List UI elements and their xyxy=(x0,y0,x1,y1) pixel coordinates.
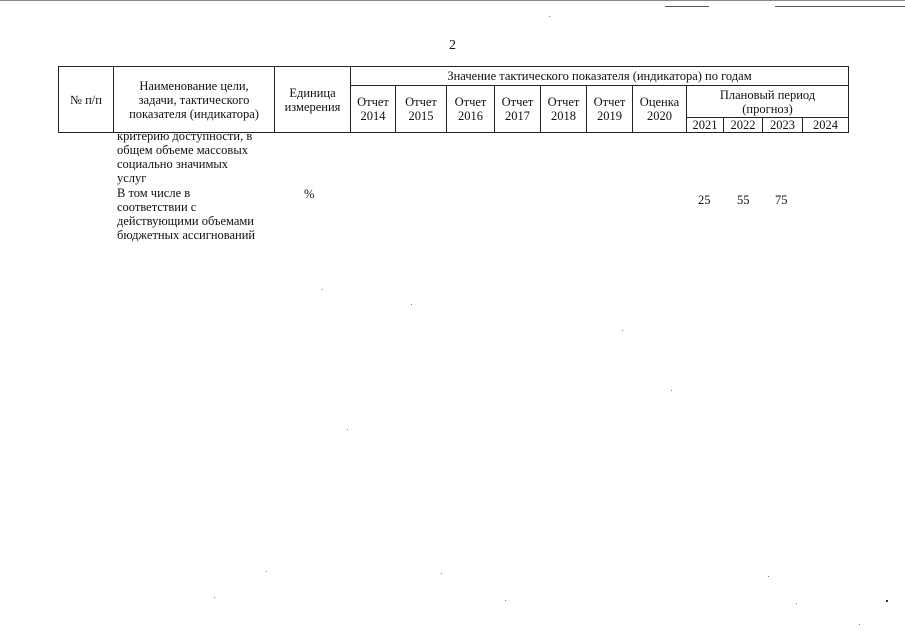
scan-speck xyxy=(622,330,623,331)
scan-speck xyxy=(441,573,442,574)
top-rule xyxy=(0,0,905,1)
header-name: Наименование цели, задачи, тактического показателя (индикатора) xyxy=(114,67,275,132)
scan-speck xyxy=(886,600,888,602)
scan-speck xyxy=(505,600,506,601)
header-plan-2023: 2023 xyxy=(763,118,803,132)
header-unit: Единица измерения xyxy=(275,67,351,132)
table-header xyxy=(58,66,849,133)
scan-speck xyxy=(549,16,550,17)
header-year-2017: Отчет 2017 xyxy=(495,86,541,132)
scan-speck xyxy=(768,576,769,577)
header-year-2015: Отчет 2015 xyxy=(396,86,447,132)
continued-indicator-text: критерию доступности, в общем объеме массовых социально значимых услуг xyxy=(117,129,253,185)
header-plan-2024: 2024 xyxy=(813,118,838,132)
scan-speck xyxy=(411,304,412,305)
page-number: 2 xyxy=(449,38,456,53)
scan-speck xyxy=(322,289,323,290)
corner-rule-right xyxy=(775,6,905,7)
corner-rule-left xyxy=(665,6,709,7)
scan-speck xyxy=(214,597,215,598)
row-name: В том числе в соответствии с действующими объемами бюджетных ассигнований xyxy=(117,186,256,242)
header-year-2020: Оценка 2020 xyxy=(633,86,687,132)
scan-speck xyxy=(671,390,672,391)
header-year-2018: Отчет 2018 xyxy=(541,86,587,132)
row-value-2021: 25 xyxy=(698,193,711,207)
scan-speck xyxy=(266,571,267,572)
header-year-2014: Отчет 2014 xyxy=(351,86,396,132)
row-value-2022: 55 xyxy=(737,193,750,207)
scan-speck xyxy=(347,429,348,430)
header-num: № п/п xyxy=(59,67,114,132)
header-year-2016: Отчет 2016 xyxy=(447,86,495,132)
scan-speck xyxy=(859,624,860,625)
row-unit: % xyxy=(304,187,315,201)
row-value-2023: 75 xyxy=(775,193,788,207)
header-plan: Плановый период (прогноз) xyxy=(687,86,848,118)
header-year-2019: Отчет 2019 xyxy=(587,86,633,132)
header-plan-2021: 2021 xyxy=(687,118,724,132)
scan-speck xyxy=(796,603,797,604)
header-group: Значение тактического показателя (индикатора) по годам xyxy=(351,67,848,86)
header-plan-2022: 2022 xyxy=(724,118,763,132)
